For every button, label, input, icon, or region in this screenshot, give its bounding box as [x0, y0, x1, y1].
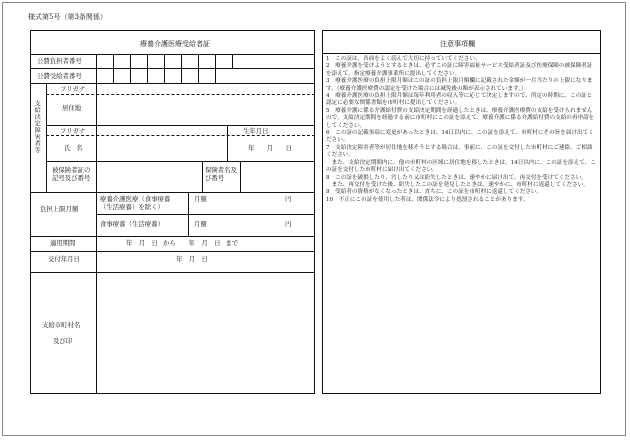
copay-limit-label: 負担上限月額 — [40, 205, 79, 213]
insured-cert-label: 被保険者証の記号及び番号 — [52, 166, 91, 182]
monthly-label-1: 月額 — [194, 195, 207, 203]
issue-date-text: 年 月 日 — [176, 255, 208, 263]
note-item: 4 療養介護医療の負担上限月額は毎年利用者の収入等に応じて決定しますので、所定の時期に、この証と認定に必要な関係書類を市町村に提出してください。 — [326, 93, 593, 107]
public-recipient-no-label: 公費受給者番号 — [37, 72, 82, 80]
note-item: 1 この証は、各面をよく読んで大切に持っていてください。 — [326, 56, 481, 62]
name-label: 氏名 — [64, 144, 89, 152]
birthdate-units: 年 月 日 — [248, 144, 295, 152]
note-item: 7 支給決定障害者等が居住地を移そうとする場合は、事前に、この証を交付した市町村にご連絡、ご相談ください。 — [326, 144, 593, 159]
note-item: 8 この証を破損したり、汚したり又は紛失したときは、速やかに届け出て、再交付を受けてください。 — [326, 174, 587, 181]
note-item: 3 療養介護医療の負担上限月額はこの証の負担上限月額欄に記載された金額が一月当たりの上限になります。（療養介護医療費の認定を受けた場合には減免後の額が表示されています。） — [326, 78, 593, 92]
note-item: 6 この証の記載事項に変更があったときは、14日以内に、この証を添えて、市町村にその旨を届け出てください。 — [326, 130, 594, 144]
notes-title: 注意事項欄 — [440, 40, 475, 48]
note-item: また、支給決定期間内に、他の市町村の区域に居住地を移したときは、14日以内に、この証を添えて、この証を交付した市町村に届け出てください。 — [326, 159, 596, 174]
municipality-label: 支給市町村名 — [42, 321, 81, 329]
yen-1: 円 — [285, 195, 292, 203]
monthly-label-2: 月額 — [194, 220, 207, 228]
furigana-label-1: フリガナ — [60, 85, 86, 93]
issue-date-label: 交付年月日 — [48, 255, 80, 263]
note-item: 5 療養介護に係る介護給付費の支給決定期間を経過したときは、療養介護医療費の支給を受けられませんので、支給決定期間を経過する前に市町村にこの証を添えて、療養介護に係る介護給付費の支給の再申請をしてください。 — [326, 107, 595, 129]
form-number: 様式第5号（第3条関係） — [28, 13, 107, 21]
copay-row1-label: 療養介護医療（食事療養（生活療養）を除く） — [100, 195, 171, 211]
valid-period-text: 年 月 日 から 年 月 日 まで — [126, 239, 239, 247]
yen-2: 円 — [285, 220, 292, 228]
note-item: 9 受給者の資格がなくなったときは、直ちに、この証を市町村に返還してください。 — [326, 189, 543, 196]
certificate-title: 療養介護医療受給者証 — [140, 40, 210, 48]
valid-period-label: 適用期間 — [50, 239, 76, 247]
seal-label: 及び印 — [53, 337, 73, 345]
birthdate-label: 生年月日 — [243, 127, 269, 135]
address-label: 居住地 — [62, 104, 82, 112]
note-item: 10 不正にこの証を使用した者は、関係法令により処罰されることがあります。 — [326, 196, 529, 203]
public-payer-no-label: 公費負担者番号 — [37, 57, 82, 65]
note-item: また、再交付を受けた後、紛失したこの証を発見したときは、速やかに、市町村に返還してください。 — [326, 181, 589, 188]
copay-row2-label: 食事療養（生活療養） — [100, 220, 164, 228]
notes-list — [326, 56, 596, 204]
side-group-label: 支給決定障害者等 — [33, 100, 41, 154]
insurer-label: 保険者名及び番号 — [205, 166, 237, 182]
furigana-label-2: フリガナ — [60, 127, 86, 135]
note-item: 2 療養介護を受けようとするときは、必ずこの証に障害福祉サービス受給者証及び医療保険の被保険者証を添えて、指定療養介護事業所に提出してください。 — [326, 63, 593, 77]
